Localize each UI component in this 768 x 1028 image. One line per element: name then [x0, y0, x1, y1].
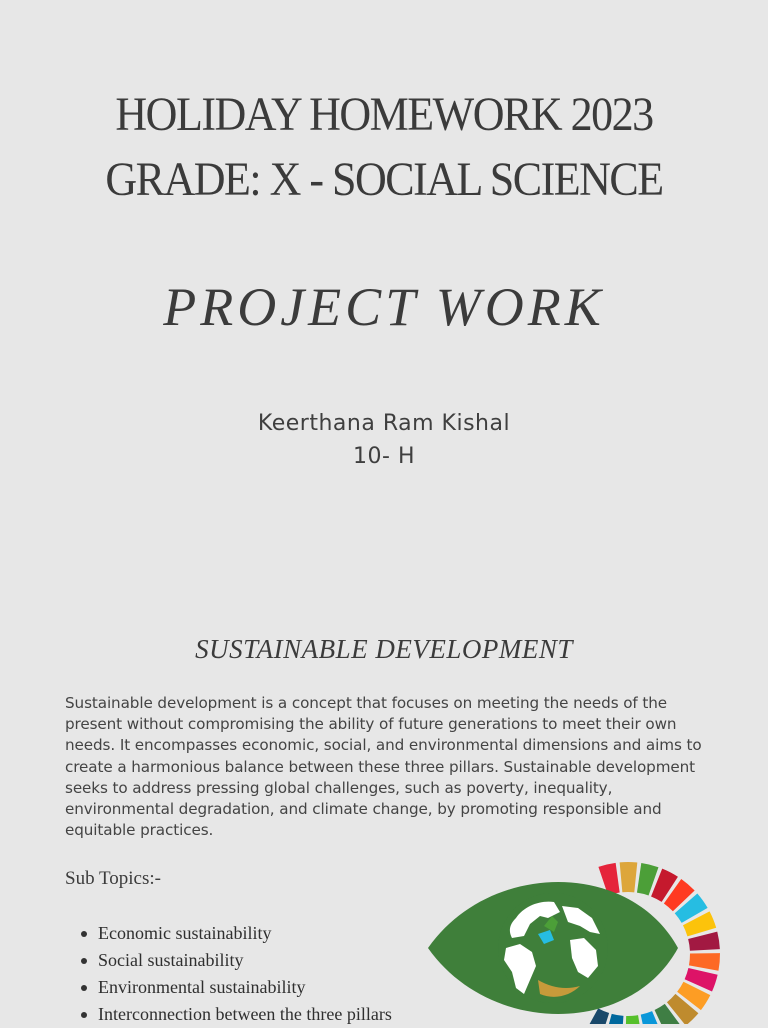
- bullet-icon: [81, 958, 87, 964]
- subtopic-label: Economic sustainability: [98, 923, 272, 943]
- subtopic-label: Environmental sustainability: [98, 977, 306, 997]
- intro-paragraph: Sustainable development is a concept that focuses on meeting the needs of the present without compromising the ability of future generations to meet their own needs. It encompasses economic, social, and environmental dimensions and aims to create a harmonious balance between these three pillars. Sustainable development seeks to address pressing global challenges, such as poverty, inequality, environmental degradation, and climate change, by promoting responsible and equitable practices.: [65, 694, 702, 840]
- wheel-segment: [689, 953, 720, 971]
- list-item: [78, 920, 392, 947]
- bullet-icon: [81, 985, 87, 991]
- page-title-line-1: HOLIDAY HOMEWORK 2023: [115, 88, 653, 141]
- subtopics-label: Sub Topics:-: [65, 868, 161, 889]
- subtopic-label: Interconnection between the three pillars: [98, 1004, 392, 1024]
- wheel-segment: [625, 1015, 643, 1024]
- list-item: [78, 947, 392, 974]
- subtopic-label: Social sustainability: [98, 950, 244, 970]
- subtopics-list: [78, 920, 392, 1028]
- page-title-line-2: GRADE: X - SOCIAL SCIENCE: [105, 153, 663, 206]
- student-class: 10- H: [353, 444, 415, 469]
- project-title: PROJECT WORK: [163, 277, 605, 337]
- bullet-icon: [81, 931, 87, 937]
- student-name: Keerthana Ram Kishal: [257, 411, 511, 436]
- section-heading: SUSTAINABLE DEVELOPMENT: [195, 634, 573, 664]
- list-item: [78, 974, 392, 1001]
- sdg-eye-globe-icon: [420, 860, 768, 1024]
- bullet-icon: [81, 1012, 87, 1018]
- wheel-segment: [620, 862, 638, 892]
